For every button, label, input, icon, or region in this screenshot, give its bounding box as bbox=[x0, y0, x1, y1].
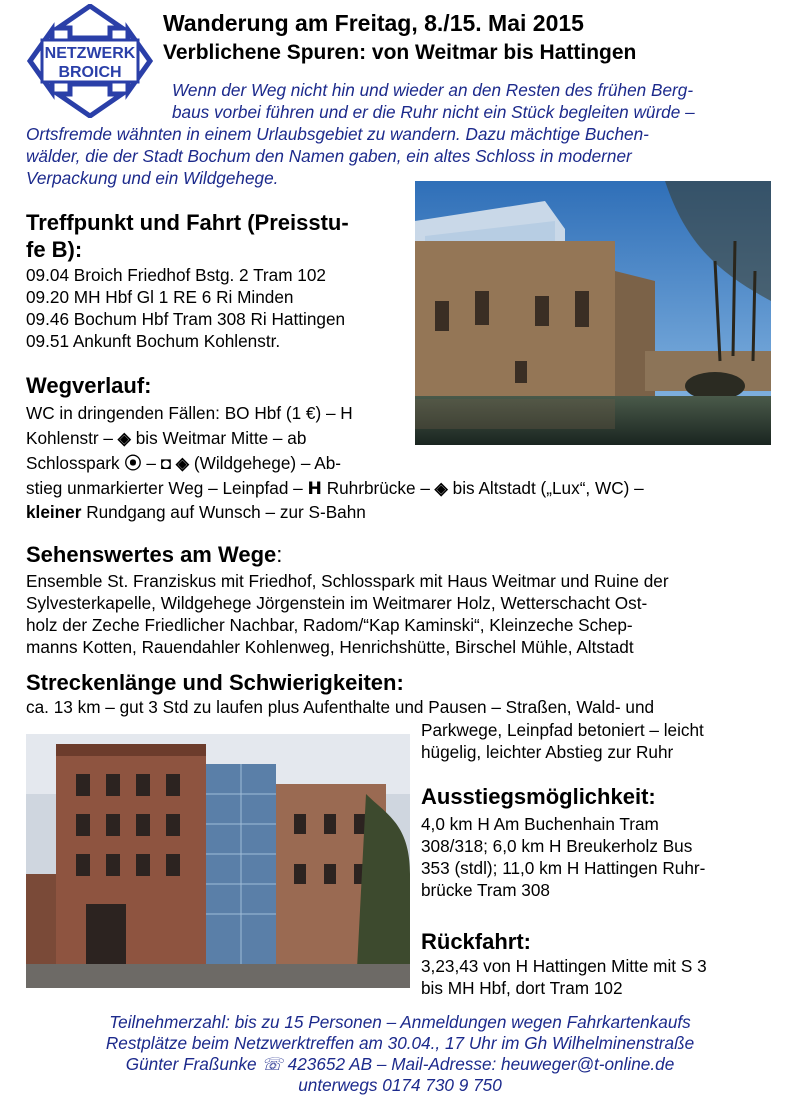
footer-text: Günter Fraßunke bbox=[125, 1054, 262, 1074]
wegverlauf-text: Ruhrbrücke – bbox=[321, 478, 435, 498]
wegverlauf-text: Kohlenstr – bbox=[26, 428, 118, 448]
wegverlauf-line2 bbox=[26, 427, 306, 449]
sehenswertes-heading-colon: : bbox=[276, 542, 283, 567]
rueckfahrt-heading: Rückfahrt: bbox=[421, 929, 532, 954]
wegverlauf-text: Schlosspark bbox=[26, 453, 125, 473]
logo-line2: BROICH bbox=[58, 64, 122, 81]
rueckfahrt-list bbox=[421, 955, 707, 999]
wegverlauf-text: (Wildgehege) – Ab- bbox=[189, 453, 342, 473]
ausstieg-heading: Ausstiegsmöglichkeit: bbox=[421, 784, 656, 809]
strecke-heading: Streckenlänge und Schwierigkeiten: bbox=[26, 670, 404, 695]
sehenswertes-list bbox=[26, 570, 669, 658]
waymark-diamond-icon: ◈ bbox=[175, 453, 190, 473]
strecke-line1: ca. 13 km – gut 3 Std zu laufen plus Aufenthalte und Pausen – Straßen, Wald- und bbox=[26, 697, 655, 717]
waymark-diamond-icon: ◈ bbox=[117, 428, 131, 448]
treffpunkt-line: 09.46 Bochum Hbf Tram 308 Ri Hattingen bbox=[26, 309, 346, 329]
netzwerk-broich-logo bbox=[26, 4, 154, 118]
rueckfahrt-line: 3,23,43 von H Hattingen Mitte mit S 3 bbox=[421, 956, 707, 976]
treffpunkt-list bbox=[26, 264, 345, 352]
sehenswertes-heading bbox=[26, 542, 282, 567]
intro-line2: baus vorbei führen und er die Ruhr nicht ein Stück begleiten würde – bbox=[172, 102, 695, 122]
wegverlauf-text: – bbox=[141, 453, 161, 473]
footer-line2: Restplätze beim Netzwerktreffen am 30.04., 17 Uhr im Gh Wilhelminenstraße bbox=[105, 1033, 695, 1053]
strecke-line2: Parkwege, Leinpfad betoniert – leicht bbox=[421, 720, 704, 740]
sehenswertes-heading-text: Sehenswertes am Wege bbox=[26, 542, 277, 567]
wegverlauf-text: bis Altstadt („Lux“, WC) – bbox=[447, 478, 644, 498]
treffpunkt-line: 09.04 Broich Friedhof Bstg. 2 Tram 102 bbox=[26, 265, 326, 285]
ausstieg-line: 308/318; 6,0 km H Breukerholz Bus bbox=[421, 836, 693, 856]
intro-line5: Verpackung und ein Wildgehege. bbox=[26, 168, 279, 188]
ausstieg-line: 353 (stdl); 11,0 km H Hattingen Ruhr- bbox=[421, 858, 706, 878]
treffpunkt-line: 09.20 MH Hbf Gl 1 RE 6 Ri Minden bbox=[26, 287, 294, 307]
sehenswertes-line: manns Kotten, Rauendahler Kohlenweg, Henrichshütte, Birschel Mühle, Altstadt bbox=[26, 637, 634, 657]
footer-text: 423652 AB – Mail-Adresse: heuweger@t-online.de bbox=[282, 1054, 675, 1074]
page-subtitle: Verblichene Spuren: von Weitmar bis Hattingen bbox=[163, 41, 637, 64]
intro-line3: Ortsfremde wähnten in einem Urlaubsgebiet zu wandern. Dazu mächtige Buchen- bbox=[26, 124, 649, 144]
treffpunkt-heading-line2: fe B): bbox=[26, 237, 83, 262]
wegverlauf-text: bis Weitmar Mitte – ab bbox=[130, 428, 307, 448]
phone-icon: ☏ bbox=[261, 1054, 283, 1074]
wegverlauf-text: Rundgang auf Wunsch – zur S-Bahn bbox=[81, 502, 366, 522]
strecke-line3: hügelig, leichter Abstieg zur Ruhr bbox=[421, 742, 674, 762]
wegverlauf-heading: Wegverlauf: bbox=[26, 373, 152, 398]
square-icon: ◘ bbox=[160, 453, 172, 473]
treffpunkt-line: 09.51 Ankunft Bochum Kohlenstr. bbox=[26, 331, 281, 351]
wegverlauf-line4 bbox=[26, 477, 644, 500]
footer-line1: Teilnehmerzahl: bis zu 15 Personen – Anmeldungen wegen Fahrkartenkaufs bbox=[109, 1012, 691, 1032]
footer-line3 bbox=[0, 1054, 800, 1075]
intro-line4: wälder, die der Stadt Bochum den Namen gaben, ein altes Schloss in moderner bbox=[26, 146, 632, 166]
intro-line1: Wenn der Weg nicht hin und wieder an den Resten des frühen Berg- bbox=[172, 80, 694, 100]
wegverlauf-text: stieg unmarkierter Weg – Leinpfad – bbox=[26, 478, 308, 498]
ausstieg-list bbox=[421, 813, 705, 901]
sehenswertes-line: Ensemble St. Franziskus mit Friedhof, Schlosspark mit Haus Weitmar und Ruine der bbox=[26, 571, 669, 591]
wegverlauf-line1: WC in dringenden Fällen: BO Hbf (1 €) – H bbox=[26, 403, 353, 423]
logo-line1: NETZWERK bbox=[44, 45, 136, 62]
castle-photo bbox=[415, 181, 771, 445]
ausstieg-line: brücke Tram 308 bbox=[421, 880, 550, 900]
page-title: Wanderung am Freitag, 8./15. Mai 2015 bbox=[163, 10, 584, 36]
wegverlauf-line5 bbox=[26, 501, 366, 523]
h-stop-icon: H bbox=[307, 479, 322, 499]
waymark-diamond-icon: ◈ bbox=[434, 478, 448, 498]
building-photo bbox=[26, 734, 410, 988]
footer bbox=[0, 1012, 800, 1096]
footer-line4: unterwegs 0174 730 9 750 bbox=[298, 1075, 502, 1095]
sehenswertes-line: holz der Zeche Friedlicher Nachbar, Radom/“Kap Kaminski“, Kleinzeche Schep- bbox=[26, 615, 633, 635]
rueckfahrt-line: bis MH Hbf, dort Tram 102 bbox=[421, 978, 623, 998]
circle-dot-icon: ⦿ bbox=[124, 453, 142, 473]
ausstieg-line: 4,0 km H Am Buchenhain Tram bbox=[421, 814, 659, 834]
sehenswertes-line: Sylvesterkapelle, Wildgehege Jörgenstein im Weitmarer Holz, Wetterschacht Ost- bbox=[26, 593, 648, 613]
treffpunkt-heading-line1: Treffpunkt und Fahrt (Preisstu- bbox=[26, 210, 349, 235]
wegverlauf-line3 bbox=[26, 452, 341, 474]
wegverlauf-bold: kleiner bbox=[26, 502, 82, 522]
